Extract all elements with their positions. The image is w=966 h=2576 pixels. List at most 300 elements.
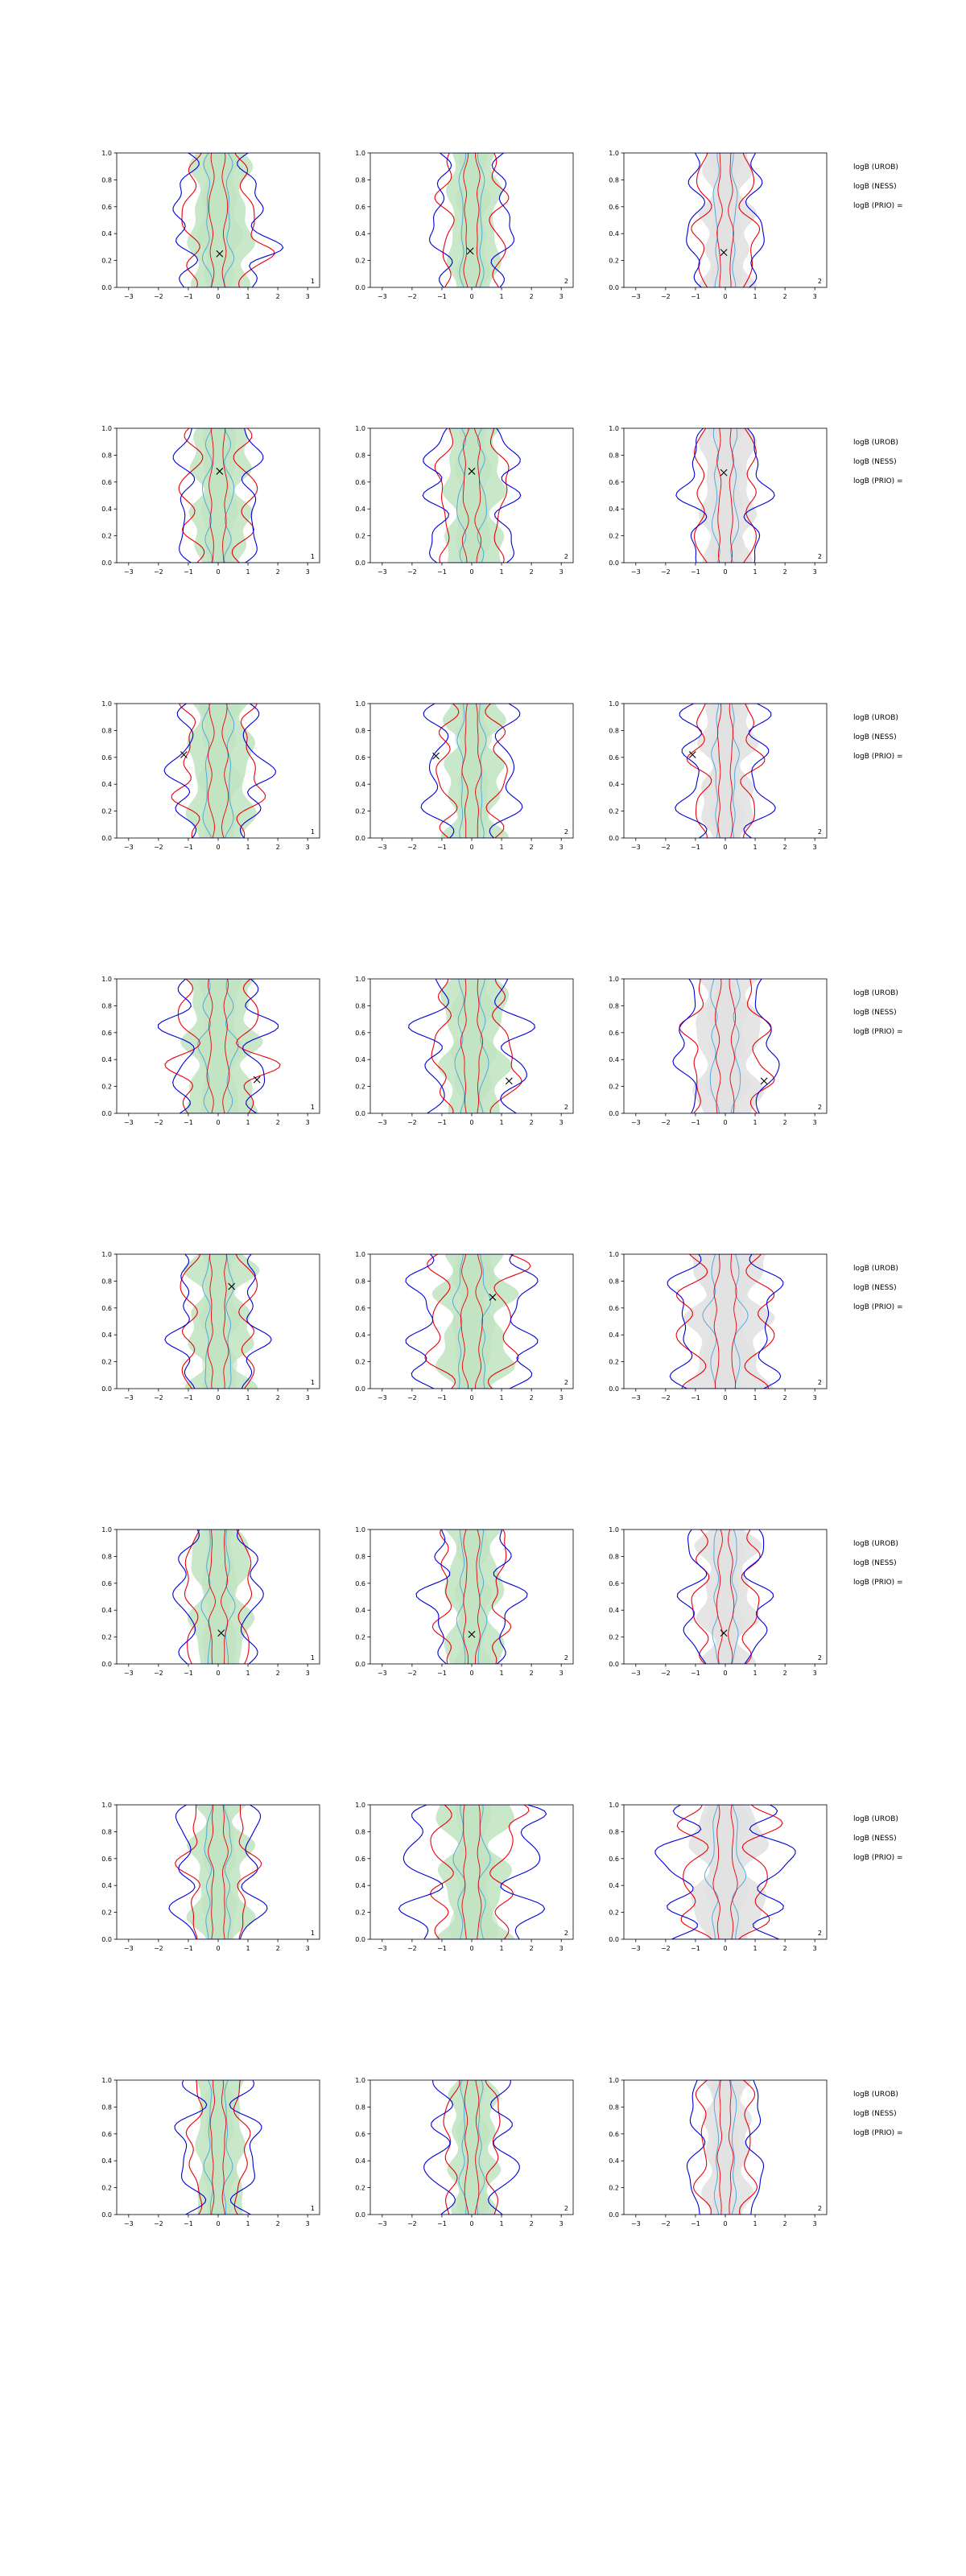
x-tick-label: −1 — [691, 1394, 700, 1402]
x-tick-label: −1 — [437, 568, 447, 576]
y-tick-label: 0.2 — [355, 257, 365, 265]
y-tick-label: 0.0 — [609, 1385, 619, 1393]
y-tick-label: 0.6 — [101, 1579, 112, 1587]
annotation-line: logB (NESS) — [853, 1835, 897, 1843]
x-tick-label: 1 — [753, 568, 758, 576]
y-tick-label: 0.0 — [101, 559, 112, 567]
x-tick-label: 1 — [246, 844, 250, 851]
x-tick-label: −2 — [153, 1119, 163, 1126]
x-tick-label: 0 — [723, 1394, 728, 1402]
x-tick-label: −1 — [184, 1394, 193, 1402]
x-tick-label: −3 — [630, 1670, 641, 1677]
panel-corner-label: 1 — [310, 2205, 315, 2212]
y-tick-label: 0.0 — [101, 1385, 112, 1393]
x-tick-label: 3 — [305, 1945, 310, 1952]
y-tick-label: 0.8 — [101, 727, 112, 735]
x-tick-label: −1 — [691, 1670, 700, 1677]
panel-row — [0, 971, 966, 1136]
x-tick-label: −1 — [184, 2220, 193, 2227]
annotation-line: logB (NESS) — [853, 1559, 897, 1567]
panel-plot — [85, 2072, 326, 2237]
annotation-line: logB (NESS) — [853, 458, 897, 466]
panel-plot — [592, 1521, 833, 1686]
y-tick-label: 0.4 — [609, 1882, 619, 1890]
panel-plot — [85, 1797, 326, 1962]
y-tick-label: 1.0 — [609, 1251, 619, 1258]
panel-plot — [592, 145, 833, 310]
y-tick-label: 0.2 — [355, 1909, 365, 1917]
y-tick-label: 0.8 — [101, 176, 112, 184]
panel-annotations — [853, 1264, 966, 1322]
x-tick-label: 2 — [275, 2220, 280, 2227]
y-tick-label: 0.4 — [101, 1607, 112, 1615]
panel-corner-label: 2 — [564, 1104, 568, 1111]
y-tick-label: 0.0 — [101, 835, 112, 842]
x-tick-label: −1 — [437, 1119, 447, 1126]
x-tick-label: −1 — [691, 2220, 700, 2227]
x-tick-label: 0 — [216, 293, 221, 300]
panel-corner-label: 2 — [817, 1654, 822, 1662]
x-tick-label: −1 — [437, 844, 447, 851]
y-tick-label: 1.0 — [101, 1802, 112, 1809]
x-tick-label: 1 — [499, 293, 504, 300]
y-tick-label: 0.0 — [355, 1385, 365, 1393]
panel-annotations — [853, 163, 966, 221]
x-tick-label: −2 — [153, 1945, 163, 1952]
panel-corner-label: 1 — [310, 1930, 315, 1937]
y-tick-label: 0.2 — [101, 807, 112, 815]
x-tick-label: 2 — [782, 1119, 787, 1126]
y-tick-label: 0.8 — [101, 1553, 112, 1561]
x-tick-label: 2 — [529, 1119, 534, 1126]
x-tick-label: −1 — [691, 1945, 700, 1952]
panel-plot — [592, 420, 833, 585]
panel-plot — [338, 145, 580, 310]
annotation-line: logB (UROB) — [853, 1265, 898, 1273]
annotation-line: logB (PRIO) = — [853, 1303, 903, 1311]
y-tick-label: 0.0 — [609, 559, 619, 567]
x-tick-label: 1 — [246, 1394, 250, 1402]
x-tick-label: 3 — [812, 293, 817, 300]
y-tick-label: 0.6 — [101, 1855, 112, 1863]
x-tick-label: 3 — [812, 1394, 817, 1402]
annotation-line: logB (UROB) — [853, 163, 898, 171]
x-tick-label: 0 — [723, 2220, 728, 2227]
panel-row — [0, 1521, 966, 1686]
y-tick-label: 0.6 — [609, 478, 619, 486]
x-tick-label: 0 — [216, 568, 221, 576]
panel-corner-label: 2 — [564, 278, 568, 285]
y-tick-label: 0.0 — [609, 1936, 619, 1943]
x-tick-label: −2 — [407, 568, 417, 576]
x-tick-label: −3 — [377, 1119, 387, 1126]
panel-annotations — [853, 713, 966, 771]
x-tick-label: 1 — [499, 844, 504, 851]
x-tick-label: 0 — [469, 1670, 474, 1677]
panel-corner-label: 2 — [564, 828, 568, 836]
x-tick-label: 1 — [246, 293, 250, 300]
x-tick-label: 2 — [529, 1945, 534, 1952]
panel-plot — [592, 1246, 833, 1411]
x-tick-label: 2 — [529, 2220, 534, 2227]
x-tick-label: 0 — [216, 1670, 221, 1677]
y-tick-label: 0.4 — [609, 2157, 619, 2165]
annotation-line: logB (PRIO) = — [853, 1028, 903, 1036]
y-tick-label: 0.6 — [101, 1304, 112, 1312]
panel-corner-label: 2 — [564, 2205, 568, 2212]
x-tick-label: 0 — [469, 1119, 474, 1126]
y-tick-label: 0.2 — [101, 532, 112, 540]
x-tick-label: −2 — [153, 1670, 163, 1677]
annotation-line: logB (UROB) — [853, 1815, 898, 1823]
annotation-line: logB (PRIO) = — [853, 477, 903, 485]
y-tick-label: 0.0 — [101, 2211, 112, 2219]
panel-plot — [338, 696, 580, 861]
panel-corner-label: 2 — [817, 1379, 822, 1386]
x-tick-label: −3 — [123, 2220, 134, 2227]
panel-plot — [338, 420, 580, 585]
annotation-line: logB (NESS) — [853, 1284, 897, 1292]
x-tick-label: 3 — [305, 1670, 310, 1677]
y-tick-label: 1.0 — [101, 2077, 112, 2084]
panel-cell — [592, 145, 833, 310]
y-tick-label: 1.0 — [101, 700, 112, 708]
y-tick-label: 0.2 — [101, 1633, 112, 1641]
annotation-line: logB (UROB) — [853, 989, 898, 997]
y-tick-label: 0.2 — [101, 1909, 112, 1917]
y-tick-label: 0.4 — [101, 230, 112, 238]
x-tick-label: −2 — [407, 1945, 417, 1952]
x-tick-label: 2 — [529, 1670, 534, 1677]
y-tick-label: 0.6 — [355, 1304, 365, 1312]
y-tick-label: 0.6 — [355, 753, 365, 762]
y-tick-label: 0.4 — [609, 781, 619, 789]
x-tick-label: −3 — [630, 1119, 641, 1126]
panel-cell — [338, 145, 580, 310]
y-tick-label: 0.2 — [101, 2184, 112, 2192]
panel-corner-label: 1 — [310, 278, 315, 285]
y-tick-label: 1.0 — [609, 976, 619, 983]
x-tick-label: 0 — [216, 2220, 221, 2227]
x-tick-label: 3 — [812, 844, 817, 851]
y-tick-label: 0.6 — [355, 1855, 365, 1863]
panel-corner-label: 1 — [310, 1379, 315, 1386]
y-tick-label: 0.2 — [101, 1083, 112, 1091]
y-tick-label: 0.2 — [609, 257, 619, 265]
y-tick-label: 0.8 — [355, 452, 365, 460]
y-tick-label: 0.8 — [355, 176, 365, 184]
panel-plot — [85, 145, 326, 310]
x-tick-label: 1 — [246, 2220, 250, 2227]
x-tick-label: 1 — [499, 568, 504, 576]
panel-cell — [85, 2072, 326, 2237]
y-tick-label: 0.6 — [101, 753, 112, 762]
panel-plot — [338, 1246, 580, 1411]
y-tick-label: 0.6 — [355, 2130, 365, 2138]
x-tick-label: 2 — [529, 1394, 534, 1402]
x-tick-label: −2 — [153, 2220, 163, 2227]
panel-plot — [592, 1797, 833, 1962]
x-tick-label: −2 — [660, 568, 671, 576]
y-tick-label: 0.8 — [355, 2103, 365, 2112]
panel-plot — [592, 971, 833, 1136]
panel-cell — [338, 696, 580, 861]
panel-plot — [338, 971, 580, 1136]
x-tick-label: 2 — [782, 844, 787, 851]
y-tick-label: 0.6 — [101, 203, 112, 211]
x-tick-label: 3 — [812, 2220, 817, 2227]
x-tick-label: 3 — [305, 844, 310, 851]
x-tick-label: 0 — [723, 1945, 728, 1952]
y-tick-label: 0.6 — [355, 1579, 365, 1587]
y-tick-label: 0.0 — [355, 559, 365, 567]
y-tick-label: 0.4 — [355, 1056, 365, 1064]
panel-cell — [85, 1246, 326, 1411]
y-tick-label: 0.4 — [101, 781, 112, 789]
x-tick-label: −2 — [660, 1394, 671, 1402]
x-tick-label: −3 — [377, 1394, 387, 1402]
y-tick-label: 0.4 — [355, 506, 365, 514]
y-tick-label: 0.0 — [609, 2211, 619, 2219]
x-tick-label: 3 — [812, 1119, 817, 1126]
x-tick-label: −1 — [691, 1119, 700, 1126]
panel-cell — [85, 1797, 326, 1962]
y-tick-label: 0.4 — [355, 2157, 365, 2165]
x-tick-label: −3 — [630, 844, 641, 851]
y-tick-label: 0.2 — [355, 1358, 365, 1366]
x-tick-label: 0 — [216, 1394, 221, 1402]
x-tick-label: −1 — [184, 293, 193, 300]
x-tick-label: 3 — [305, 1119, 310, 1126]
annotation-line: logB (UROB) — [853, 714, 898, 722]
x-tick-label: −2 — [407, 844, 417, 851]
x-tick-label: −2 — [660, 2220, 671, 2227]
panel-row — [0, 145, 966, 310]
x-tick-label: 1 — [246, 1945, 250, 1952]
y-tick-label: 0.0 — [101, 1661, 112, 1668]
y-tick-label: 1.0 — [355, 976, 365, 983]
x-tick-label: 2 — [529, 568, 534, 576]
panel-cell — [592, 420, 833, 585]
panel-corner-label: 1 — [310, 553, 315, 560]
annotation-line: logB (PRIO) = — [853, 1854, 903, 1862]
x-tick-label: 2 — [782, 568, 787, 576]
y-tick-label: 0.8 — [609, 727, 619, 735]
panel-corner-label: 2 — [564, 553, 568, 560]
y-tick-label: 0.8 — [609, 452, 619, 460]
x-tick-label: 2 — [782, 1394, 787, 1402]
x-tick-label: 3 — [559, 1394, 564, 1402]
y-tick-label: 0.6 — [355, 203, 365, 211]
y-tick-label: 0.4 — [355, 230, 365, 238]
y-tick-label: 1.0 — [609, 150, 619, 157]
panel-annotations — [853, 438, 966, 496]
y-tick-label: 0.2 — [355, 807, 365, 815]
panel-cell — [85, 145, 326, 310]
x-tick-label: −3 — [377, 293, 387, 300]
x-tick-label: 3 — [559, 1945, 564, 1952]
y-tick-label: 1.0 — [101, 1526, 112, 1534]
annotation-line: logB (NESS) — [853, 183, 897, 191]
x-tick-label: 2 — [529, 293, 534, 300]
panel-plot — [85, 420, 326, 585]
y-tick-label: 0.0 — [355, 284, 365, 291]
x-tick-label: 0 — [469, 2220, 474, 2227]
x-tick-label: −2 — [407, 1670, 417, 1677]
x-tick-label: 0 — [469, 293, 474, 300]
annotation-line: logB (UROB) — [853, 1540, 898, 1548]
y-tick-label: 0.4 — [609, 1607, 619, 1615]
x-tick-label: −1 — [184, 844, 193, 851]
x-tick-label: −2 — [660, 1119, 671, 1126]
annotation-line: logB (UROB) — [853, 2091, 898, 2099]
panel-cell — [592, 1797, 833, 1962]
y-tick-label: 1.0 — [355, 1802, 365, 1809]
y-tick-label: 0.0 — [101, 284, 112, 291]
x-tick-label: 2 — [782, 2220, 787, 2227]
x-tick-label: −1 — [437, 1670, 447, 1677]
x-tick-label: −1 — [184, 1119, 193, 1126]
panel-plot — [592, 696, 833, 861]
panel-corner-label: 2 — [817, 1104, 822, 1111]
y-tick-label: 0.4 — [355, 1331, 365, 1340]
x-tick-label: 3 — [812, 1670, 817, 1677]
x-tick-label: 2 — [275, 1119, 280, 1126]
x-tick-label: −3 — [123, 1945, 134, 1952]
panel-cell — [338, 420, 580, 585]
y-tick-label: 0.0 — [609, 835, 619, 842]
panel-row — [0, 2072, 966, 2237]
x-tick-label: −2 — [660, 293, 671, 300]
x-tick-label: −3 — [123, 293, 134, 300]
y-tick-label: 0.8 — [101, 1002, 112, 1010]
y-tick-label: 0.4 — [101, 1331, 112, 1340]
y-tick-label: 0.0 — [609, 284, 619, 291]
x-tick-label: 1 — [753, 293, 758, 300]
panel-cell — [338, 971, 580, 1136]
x-tick-label: 0 — [723, 568, 728, 576]
y-tick-label: 0.8 — [355, 1553, 365, 1561]
y-tick-label: 1.0 — [609, 1526, 619, 1534]
x-tick-label: 3 — [559, 293, 564, 300]
x-tick-label: 3 — [812, 568, 817, 576]
x-tick-label: 2 — [275, 1670, 280, 1677]
panel-annotations — [853, 989, 966, 1046]
x-tick-label: 1 — [753, 1670, 758, 1677]
y-tick-label: 1.0 — [609, 425, 619, 432]
panel-plot — [338, 2072, 580, 2237]
y-tick-label: 0.0 — [355, 835, 365, 842]
y-tick-label: 0.4 — [609, 506, 619, 514]
panel-corner-label: 1 — [310, 1104, 315, 1111]
x-tick-label: 0 — [723, 844, 728, 851]
x-tick-label: 0 — [469, 844, 474, 851]
y-tick-label: 0.8 — [609, 1553, 619, 1561]
x-tick-label: −2 — [407, 2220, 417, 2227]
y-tick-label: 0.8 — [355, 1828, 365, 1836]
y-tick-label: 0.6 — [609, 1579, 619, 1587]
x-tick-label: −1 — [184, 568, 193, 576]
x-tick-label: 3 — [305, 568, 310, 576]
panel-corner-label: 2 — [564, 1654, 568, 1662]
x-tick-label: 1 — [753, 2220, 758, 2227]
x-tick-label: 1 — [246, 1670, 250, 1677]
x-tick-label: −3 — [377, 568, 387, 576]
x-tick-label: −2 — [407, 293, 417, 300]
panel-plot — [592, 2072, 833, 2237]
x-tick-label: −2 — [660, 1945, 671, 1952]
x-tick-label: −2 — [407, 1394, 417, 1402]
panel-cell — [338, 1521, 580, 1686]
y-tick-label: 0.6 — [609, 753, 619, 762]
x-tick-label: −1 — [184, 1945, 193, 1952]
x-tick-label: 3 — [559, 2220, 564, 2227]
annotation-line: logB (NESS) — [853, 1009, 897, 1017]
x-tick-label: 1 — [499, 1670, 504, 1677]
x-tick-label: 3 — [812, 1945, 817, 1952]
x-tick-label: 2 — [275, 844, 280, 851]
y-tick-label: 0.0 — [101, 1936, 112, 1943]
y-tick-label: 0.6 — [609, 1855, 619, 1863]
y-tick-label: 1.0 — [355, 1526, 365, 1534]
y-tick-label: 0.6 — [101, 1029, 112, 1037]
x-tick-label: 2 — [782, 1945, 787, 1952]
x-tick-label: 2 — [782, 1670, 787, 1677]
x-tick-label: −3 — [123, 1394, 134, 1402]
x-tick-label: −3 — [123, 1119, 134, 1126]
x-tick-label: −3 — [377, 2220, 387, 2227]
x-tick-label: −3 — [630, 1394, 641, 1402]
x-tick-label: 1 — [753, 1945, 758, 1952]
y-tick-label: 1.0 — [101, 425, 112, 432]
panel-cell — [85, 971, 326, 1136]
y-tick-label: 0.2 — [609, 1358, 619, 1366]
x-tick-label: 1 — [246, 1119, 250, 1126]
y-tick-label: 1.0 — [101, 1251, 112, 1258]
panel-cell — [592, 1521, 833, 1686]
x-tick-label: 0 — [723, 1670, 728, 1677]
x-tick-label: −2 — [660, 844, 671, 851]
y-tick-label: 0.2 — [355, 532, 365, 540]
x-tick-label: −1 — [691, 568, 700, 576]
panel-corner-label: 2 — [564, 1379, 568, 1386]
annotation-line: logB (PRIO) = — [853, 1579, 903, 1587]
y-tick-label: 1.0 — [355, 150, 365, 157]
annotation-line: logB (PRIO) = — [853, 753, 903, 761]
x-tick-label: 0 — [723, 1119, 728, 1126]
x-tick-label: −1 — [184, 1670, 193, 1677]
x-tick-label: 0 — [216, 1119, 221, 1126]
y-tick-label: 0.8 — [609, 1828, 619, 1836]
y-tick-label: 0.8 — [609, 1278, 619, 1286]
y-tick-label: 0.4 — [609, 230, 619, 238]
y-tick-label: 0.8 — [355, 727, 365, 735]
annotation-line: logB (NESS) — [853, 733, 897, 741]
x-tick-label: 0 — [216, 1945, 221, 1952]
panel-corner-label: 1 — [310, 1654, 315, 1662]
x-tick-label: −3 — [123, 1670, 134, 1677]
x-tick-label: 1 — [753, 1119, 758, 1126]
y-tick-label: 0.6 — [355, 478, 365, 486]
panel-plot — [338, 1797, 580, 1962]
x-tick-label: −3 — [377, 1670, 387, 1677]
x-tick-label: 1 — [499, 2220, 504, 2227]
y-tick-label: 0.6 — [101, 478, 112, 486]
panel-cell — [592, 1246, 833, 1411]
x-tick-label: −2 — [153, 844, 163, 851]
x-tick-label: 0 — [469, 1945, 474, 1952]
y-tick-label: 0.8 — [101, 1278, 112, 1286]
